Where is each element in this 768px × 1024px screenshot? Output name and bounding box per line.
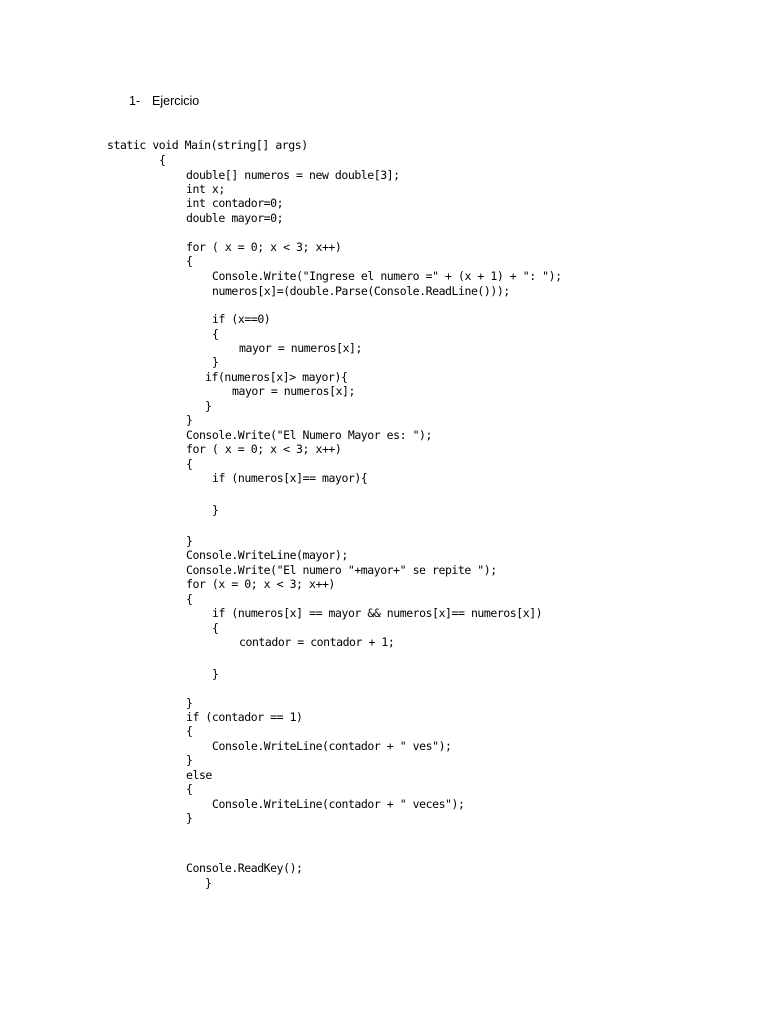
- code-line: }: [212, 503, 219, 517]
- code-line: {: [186, 724, 193, 738]
- code-line: for (x = 0; x < 3; x++): [186, 577, 335, 591]
- code-line: {: [186, 457, 193, 471]
- code-line: {: [186, 592, 193, 606]
- code-line: double mayor=0;: [186, 211, 284, 225]
- exercise-title: Ejercicio: [152, 94, 200, 108]
- code-line: int x;: [186, 182, 225, 196]
- code-line: Console.WriteLine(mayor);: [186, 548, 348, 562]
- code-line: if (numeros[x] == mayor && numeros[x]== numeros[x]): [212, 606, 543, 620]
- code-line: {: [159, 153, 166, 167]
- code-line: Console.Write("Ingrese el numero =" + (x + 1) + ": ");: [212, 269, 562, 283]
- code-line: else: [186, 768, 212, 782]
- code-line: Console.WriteLine(contador + " ves");: [212, 739, 452, 753]
- code-line: {: [186, 254, 193, 268]
- code-line: }: [186, 811, 193, 825]
- code-line: }: [212, 667, 219, 681]
- code-line: }: [186, 413, 193, 427]
- code-line: Console.Write("El numero "+mayor+" se repite ");: [186, 563, 497, 577]
- code-line: }: [205, 399, 212, 413]
- code-line: if (numeros[x]== mayor){: [212, 471, 368, 485]
- code-line: }: [186, 696, 193, 710]
- code-line: double[] numeros = new double[3];: [186, 168, 400, 182]
- code-line: static void Main(string[] args): [107, 138, 308, 152]
- code-line: if (contador == 1): [186, 710, 303, 724]
- code-line: }: [205, 876, 212, 890]
- code-line: for ( x = 0; x < 3; x++): [186, 240, 342, 254]
- code-line: }: [186, 753, 193, 767]
- code-line: int contador=0;: [186, 196, 284, 210]
- code-line: if(numeros[x]> mayor){: [205, 370, 348, 384]
- code-line: for ( x = 0; x < 3; x++): [186, 442, 342, 456]
- code-line: }: [212, 355, 219, 369]
- code-line: numeros[x]=(double.Parse(Console.ReadLine()));: [212, 284, 510, 298]
- code-line: {: [212, 327, 219, 341]
- code-line: contador = contador + 1;: [239, 635, 395, 649]
- exercise-number: 1-: [129, 94, 141, 108]
- code-line: {: [212, 621, 219, 635]
- code-line: mayor = numeros[x];: [239, 341, 362, 355]
- code-line: Console.WriteLine(contador + " veces");: [212, 797, 465, 811]
- code-line: mayor = numeros[x];: [232, 384, 355, 398]
- code-line: if (x==0): [212, 312, 271, 326]
- code-line: Console.ReadKey();: [186, 861, 303, 875]
- code-line: {: [186, 782, 193, 796]
- code-line: Console.Write("El Numero Mayor es: ");: [186, 428, 432, 442]
- code-line: }: [186, 534, 193, 548]
